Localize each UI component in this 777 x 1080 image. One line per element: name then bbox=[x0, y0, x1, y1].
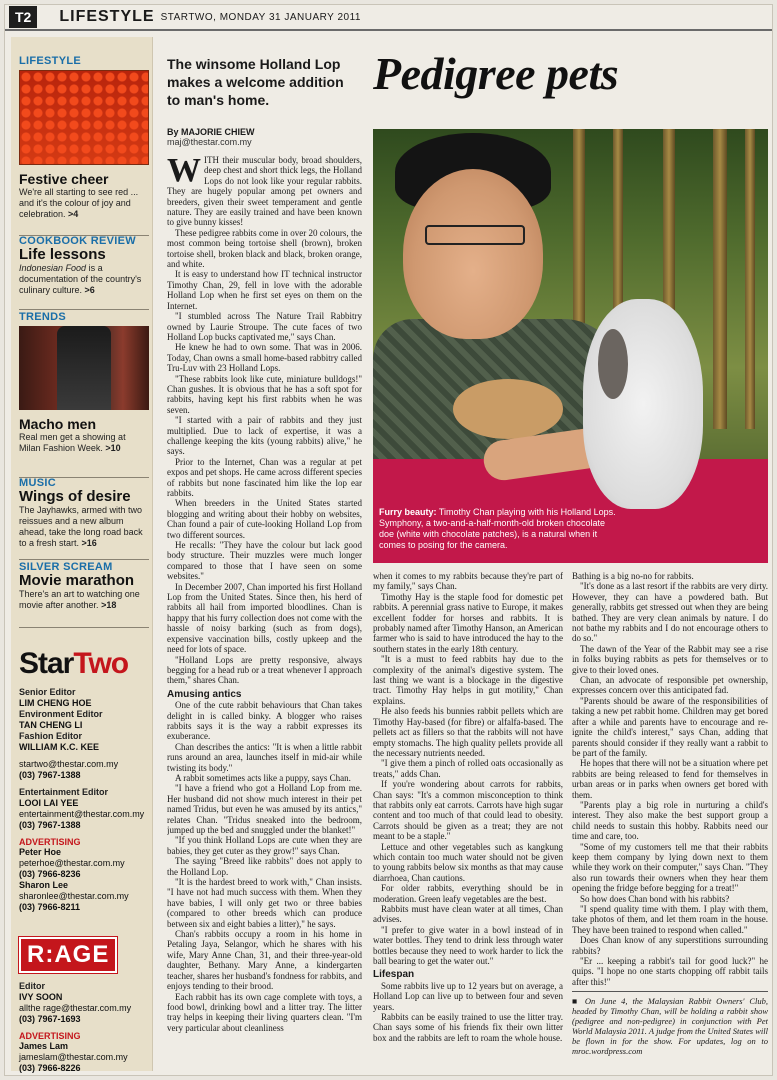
subheading: Lifespan bbox=[373, 969, 415, 981]
paragraph: Chan describes the antics: "It is when a little rabbit runs around an area, launches itself in mid-air while twisting its body." bbox=[167, 741, 362, 773]
sidebar-item-text: Indonesian Food is a documentation of the country's culinary culture. >6 bbox=[19, 263, 142, 295]
paragraph: Rabbits can be easily trained to use the litter tray. Chan says some of his friends fix their own litter box and the rabbits are left to roam the whole house. bbox=[373, 1012, 563, 1043]
sidebar-item-music[interactable] bbox=[19, 477, 149, 549]
contact-role: Entertainment Editor bbox=[19, 787, 109, 797]
paragraph: "It's done as a last resort if the rabbits are very dirty. However, they can have a powdered bath. But generally, rabbits get stressed out when they are being bathed. They are very clean animals by nature. I do not bathe my rabbits and I do not encourage others to do so." bbox=[572, 581, 768, 644]
paragraph: "It is a must to feed rabbits hay due to the complexity of the animal's digestive system. The last thing we want is a blockage in the digestive tract. Timothy Hay helps in gut motility," Chan explains. bbox=[373, 654, 563, 706]
sidebar-item-text: The Jayhawks, armed with two reissues and a new album ahead, take the long road back to a fresh start. >16 bbox=[19, 505, 143, 548]
advertising-heading: ADVERTISING bbox=[19, 1031, 81, 1041]
paragraph: He also feeds his bunnies rabbit pellets which are Timothy Hay-based (for fibre) or alfalfa-based. The pellets act as fillers so that the rabbits will not have empty stomachs. The high quality pellets provide all the necessary nutrients needed. bbox=[373, 706, 563, 758]
sidebar-item-title: Festive cheer bbox=[19, 171, 109, 187]
advertising-email-link[interactable]: sharonlee@thestar.com.my bbox=[19, 891, 129, 901]
contact-name: James Lam bbox=[19, 1041, 69, 1051]
article-title: Pedigree pets bbox=[373, 48, 619, 99]
paragraph: Lettuce and other vegetables such as kangkung which contain too much water should not be given to young rabbits below six months as that may cause diarrhoea, Chan cautions. bbox=[373, 841, 563, 883]
article-column-2 bbox=[373, 571, 563, 1071]
drop-cap: W bbox=[167, 155, 201, 189]
article-column-1 bbox=[167, 155, 362, 1070]
sidebar-item-title: Macho men bbox=[19, 416, 97, 432]
startwo-phone: (03) 7967-1388 bbox=[19, 770, 81, 780]
byline-email-link[interactable]: maj@thestar.com.my bbox=[167, 137, 252, 147]
paragraph: "I give them a pinch of rolled oats occasionally as treats," adds Chan. bbox=[373, 758, 563, 779]
paragraph: "I prefer to give water in a bowl instead of in water bottles. They tend to drink less through water bottles because they need to work harder to lick the ball bearing to get the water out." bbox=[373, 924, 563, 967]
newspaper-page bbox=[4, 4, 773, 1076]
sidebar-item-label: MUSIC bbox=[19, 477, 56, 489]
contact-name: WILLIAM K.C. KEE bbox=[19, 742, 99, 752]
contact-role: Editor bbox=[19, 981, 45, 991]
paragraph: "Parents should be aware of the responsibilities of taking a new pet rabbit home. Children may get bored after a while and parents have to encourage and re-ignite the child's interest," says Chan, adding that parents should consider if they really want a rabbit to be part of the family. bbox=[572, 695, 768, 758]
sidebar-item-label: LIFESTYLE bbox=[19, 55, 81, 67]
paragraph: If you're wondering about carrots for rabbits, Chan says: "It's a common misconception to think that rabbits only eat carrots. Carrots have high sugar content and too much of that could lead to obesity. Carrots should be given as a treat; they are not meant to be a staple." bbox=[373, 779, 563, 842]
paragraph: "It is the hardest breed to work with," Chan insists. "I have not had much success with them. When they have babies, I will only get two or three babies (compared to other breeds which can produce between six and eight babies a litter)," he says. bbox=[167, 877, 362, 929]
paragraph: "I spend quality time with them. I play with them, take photos of them, and let them roam in the house. They have been trained to respond when called." bbox=[572, 904, 768, 935]
paragraph: "I have a friend who got a Holland Lop from me. Her husband did not show much interest in their pet named Tridus, but even he was amused by its antics," relates Chan. "Tridus sneaked into the bedroom, jumped up the bed and snuggled under the blanket!" bbox=[167, 783, 362, 835]
paragraph: Timothy Hay is the staple food for domestic pet rabbits. A perennial grass native to Europe, it makes excellent fodder for horses and rabbits. It is probably named after Timothy Hanson, an American farmer who is said to have introduced the hay to the southern states in the early 18th century. bbox=[373, 591, 563, 654]
page-header bbox=[5, 5, 773, 31]
paragraph: Each rabbit has its own cage complete with toys, a food bowl, drinking bowl and a litter tray. The litter tray helps in keeping their living quarters clean. "I'm very particular about cleanliness bbox=[167, 991, 362, 1033]
paragraph: So how does Chan bond with his rabbits? bbox=[580, 893, 730, 904]
lead-paragraph: WITH their muscular body, broad shoulders, deep chest and short thick legs, the Holland Lops do not look like your regular rabbits. They are hugely popular among pet owners and breeders, given their sweet temperament and gentle nature. They are easily trained and have been known to give bunny kisses! bbox=[167, 155, 362, 228]
startwo-email-link[interactable]: startwo@thestar.com.my bbox=[19, 759, 119, 769]
divider bbox=[19, 553, 149, 560]
sidebar-item-label: COOKBOOK REVIEW bbox=[19, 235, 136, 247]
sidebar-item-label: TRENDS bbox=[19, 311, 67, 323]
advertising-email-link[interactable]: peterhoe@thestar.com.my bbox=[19, 858, 125, 868]
editor-list bbox=[19, 687, 149, 913]
paragraph: When breeders in the United States started blogging and writing about their hobby on websites, Chan found a pair of cute-looking Holland Lop from two different sources. bbox=[167, 498, 362, 540]
holland-lop-rabbit-figure bbox=[583, 299, 703, 509]
paragraph: "Parents play a big role in nurturing a child's interest. They also make the best support group a child needs to sustain this hobby. Rabbits need our time and care, too. bbox=[572, 799, 768, 842]
paragraph: The saying "Breed like rabbits" does not apply to the Holland Lop. bbox=[167, 856, 362, 877]
paragraph: "I started with a pair of rabbits and they just multiplied. Due to lack of expertise, it was a challenge keeping the kits (young rabbits) alive," he says. bbox=[167, 415, 362, 457]
rage-email-link[interactable]: allthe rage@thestar.com.my bbox=[19, 1003, 132, 1013]
startwo-masthead bbox=[19, 647, 149, 913]
divider bbox=[19, 303, 149, 310]
divider bbox=[19, 621, 149, 628]
contact-name: LOOI LAI YEE bbox=[19, 798, 79, 808]
sidebar-item-text: There's an art to watching one movie after another. >18 bbox=[19, 589, 140, 610]
photo-caption: Furry beauty: Timothy Chan playing with his Holland Lops. Symphony, a two-and-a-half-month-old broken chocolate doe (white with chocolate patches), is a natural when it comes to posing for the camera. bbox=[379, 507, 616, 550]
entertainment-email-link[interactable]: entertainment@thestar.com.my bbox=[19, 809, 145, 819]
event-note: ■ On June 4, the Malaysian Rabbit Owners' Club, headed by Timothy Chan, will be holding a rabbit show (pedigree and non-pedigree) in conjunction with Pet World Malaysia 2011. A judge from the United States will be flown in for the show. For updates, log on to mroc.wordpress.com bbox=[572, 991, 768, 1056]
sidebar-item-text: We're all starting to see red ... and it's the colour of joy and celebration. >4 bbox=[19, 187, 139, 219]
advertising-phone: (03) 7966-8226 bbox=[19, 1063, 81, 1073]
paragraph: Chan's rabbits occupy a room in his home in Petaling Jaya, Selangor, which he shares with his wife, Mary Anne Chan, 31, and their three-year-old daughter, Bethany. Mary Anne, a kindergarten teacher, shares her husband's fondness for rabbits, and enjoys tending to their brood. bbox=[167, 929, 362, 992]
paragraph: "Er ... keeping a rabbit's tail for good luck?" he quips. "I hope no one starts chopping off rabbit tails after this!" bbox=[572, 956, 768, 987]
rage-phone: (03) 7967-1693 bbox=[19, 1014, 81, 1024]
section-name: LIFESTYLE bbox=[59, 8, 155, 25]
paragraph: "I stumbled across The Nature Trail Rabbitry owned by Laurie Stroupe. The cute faces of two Holland Lop bucks captivated me," says Chan. bbox=[167, 311, 362, 342]
paragraph: These pedigree rabbits come in over 20 colours, the most common being tortoise shell (brown), broken tortoise shell, broken black and black, broken orange, and white. bbox=[167, 227, 362, 270]
contact-name: Peter Hoe bbox=[19, 847, 62, 857]
contact-name: Sharon Lee bbox=[19, 880, 69, 890]
byline bbox=[167, 127, 255, 147]
sidebar-item-lifestyle[interactable] bbox=[19, 55, 149, 220]
advertising-phone: (03) 7966-8236 bbox=[19, 869, 81, 879]
square-bullet-icon: ■ bbox=[572, 996, 585, 1007]
sidebar-item-cookbook[interactable] bbox=[19, 235, 149, 296]
contact-name: IVY SOON bbox=[19, 992, 63, 1002]
rage-logo: R:AGE bbox=[19, 937, 117, 973]
contact-role: Senior Editor bbox=[19, 687, 76, 697]
sidebar-item-text: Real men get a showing at Milan Fashion Week. >10 bbox=[19, 432, 126, 453]
article-photo bbox=[373, 129, 768, 563]
paragraph: when it comes to my rabbits because they're part of my family," says Chan. bbox=[373, 571, 563, 592]
sidebar-item-label: SILVER SCREAM bbox=[19, 561, 113, 573]
paragraph: Prior to the Internet, Chan was a regular at pet expos and pet shops. He came across different species of rabbits but none fascinated him like the lop ear rabbits. bbox=[167, 456, 362, 498]
paragraph: It is easy to understand how IT technical instructor Timothy Chan, 29, fell in love with the adorable Holland Lop when he first set eyes on them on the Internet. bbox=[167, 269, 362, 311]
paragraph: For older rabbits, everything should be in moderation. Green leafy vegetables are the best. bbox=[373, 883, 563, 904]
sidebar-item-trends[interactable] bbox=[19, 311, 149, 454]
contact-role: Environment Editor bbox=[19, 709, 103, 719]
paragraph: Chan, an advocate of responsible pet ownership, expresses concern over this anticipated fad. bbox=[572, 675, 768, 696]
paragraph: "Holland Lops are pretty responsive, always begging for a head rub or a treat whenever I approach them," shares Chan. bbox=[167, 654, 362, 686]
paragraph: He recalls: "They have the colour but lack good body structure. Their muzzles were much longer compared to those that I have seen on some websites." bbox=[167, 540, 362, 582]
advertising-email-link[interactable]: jameslam@thestar.com.my bbox=[19, 1052, 128, 1062]
advertising-heading: ADVERTISING bbox=[19, 837, 81, 847]
paragraph: "These rabbits look like cute, miniature bulldogs!" Chan gushes. It is obvious that he has a soft spot for rabbits, having kept his first rabbits when he was seven. bbox=[167, 373, 362, 415]
paragraph: Some rabbits live up to 12 years but on average, a Holland Lop can live up to between four and seven years. bbox=[373, 980, 563, 1012]
contact-name: LIM CHENG HOE bbox=[19, 698, 92, 708]
article-deck: The winsome Holland Lop makes a welcome addition to man's home. bbox=[167, 56, 344, 108]
sidebar bbox=[11, 37, 153, 1071]
brown-rabbit-figure bbox=[453, 379, 563, 439]
edition-date: STARTWO, MONDAY 31 JANUARY 2011 bbox=[160, 11, 361, 23]
byline-author: By MAJORIE CHIEW bbox=[167, 127, 255, 137]
fashion-model-image bbox=[19, 326, 149, 410]
contact-name: TAN CHENG LI bbox=[19, 720, 83, 730]
sidebar-item-title: Wings of desire bbox=[19, 488, 131, 505]
entertainment-phone: (03) 7967-1388 bbox=[19, 820, 81, 830]
startwo-logo: StarTwo bbox=[19, 647, 129, 680]
paragraph: He hopes that there will not be a situation where pet rabbits are being released to fend for themselves in urban areas or in parks when owners get bored with them. bbox=[572, 758, 768, 800]
paragraph: "Some of my customers tell me that their rabbits keep them company by lying down next to them while they work on their computer," says Chan. "They also run towards their owners when they hear them opening the fridge before begging for a treat!" bbox=[572, 841, 768, 894]
advertising-phone: (03) 7966-8211 bbox=[19, 902, 81, 912]
contact-role: Fashion Editor bbox=[19, 731, 82, 741]
paragraph: In December 2007, Chan imported his first Holland Lop from the United States. Since then, his herd of rabbits all hail from imported bloodlines. Chan is happy that his furry collection does not come with the hassle of noisy barking (such as from dogs), expensive vaccination bills, costly upkeep and the need for lots of space. bbox=[167, 581, 362, 655]
page-number-tag: T2 bbox=[9, 6, 37, 28]
paragraph: One of the cute rabbit behaviours that Chan takes delight in is called binky. A blogger who raises rabbits says it is the way a rabbit expresses its exuberance. bbox=[167, 700, 362, 742]
article-column-3 bbox=[572, 571, 768, 1071]
subheading: Amusing antics bbox=[167, 688, 242, 700]
sidebar-item-silverscream[interactable] bbox=[19, 561, 149, 611]
rage-masthead bbox=[19, 937, 149, 1074]
paragraph: Does Chan know of any superstitions surrounding rabbits? bbox=[572, 935, 768, 956]
paragraph: A rabbit sometimes acts like a puppy, says Chan. bbox=[175, 772, 351, 783]
paragraph: Rabbits must have clean water at all times, Chan advises. bbox=[373, 904, 563, 925]
red-apples-image bbox=[19, 70, 149, 165]
paragraph: "If you think Holland Lops are cute when they are babies, they get cuter as they grow!" says Chan. bbox=[167, 835, 362, 856]
paragraph: He knew he had to own some. That was in 2006. Today, Chan owns a small home-based rabbitry called Tru-Luv with 23 Holland Lops. bbox=[167, 342, 362, 374]
paragraph: The dawn of the Year of the Rabbit may see a rise in folks buying rabbits as pets for themselves or to give to their loved ones. bbox=[572, 643, 768, 675]
paragraph: Bathing is a big no-no for rabbits. bbox=[572, 571, 694, 581]
sidebar-item-title: Movie marathon bbox=[19, 572, 135, 589]
sidebar-item-title: Life lessons bbox=[19, 246, 106, 263]
